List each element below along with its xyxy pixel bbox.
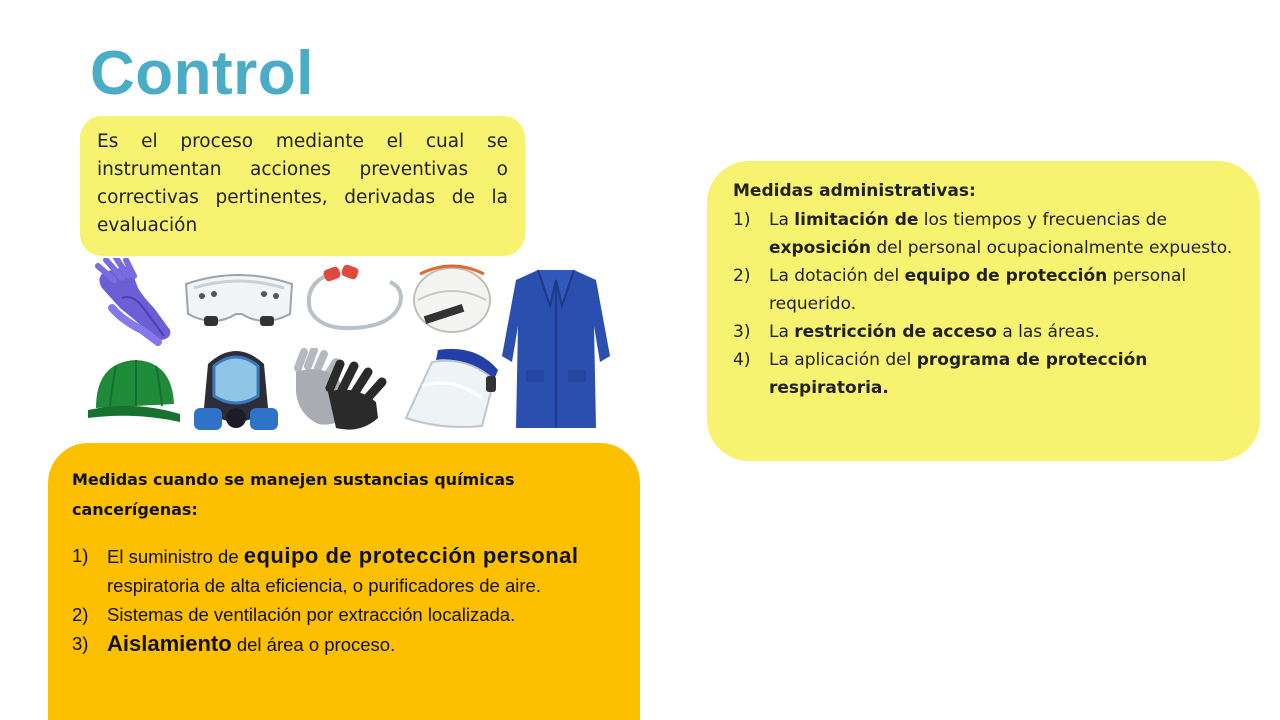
text-segment: respiratoria de alta eficiencia, o purificadores de aire. [107, 575, 541, 596]
ppe-hard-hat-icon [86, 352, 182, 430]
list-item-text [107, 629, 395, 659]
text-segment: equipo de protección personal [243, 543, 579, 568]
definition-text: Es el proceso mediante el cual se instrumentan acciones preventivas o correctivas pertinentes, derivadas de la evaluación [97, 131, 508, 236]
list-item [72, 629, 616, 659]
list-item [733, 206, 1234, 262]
administrative-measures-box [707, 161, 1260, 461]
list-item [733, 346, 1234, 402]
text-segment: personal requerido. [769, 266, 1187, 314]
list-item-number: 1) [72, 545, 89, 566]
carcinogenic-measures-box [48, 443, 640, 720]
administrative-measures-list [733, 206, 1234, 402]
administrative-measures-header: Medidas administrativas: [733, 181, 976, 201]
list-item [733, 318, 1234, 346]
list-item-text [769, 262, 1234, 318]
text-segment: restricción de acceso [794, 322, 997, 342]
ppe-safety-goggles-icon [180, 264, 298, 332]
text-segment: exposición [769, 238, 871, 258]
list-item-number: 4) [733, 350, 751, 370]
list-item-text [769, 346, 1234, 402]
text-segment: La dotación del [769, 266, 905, 286]
ppe-face-shield-icon [402, 346, 502, 432]
definition-box [80, 116, 525, 256]
text-segment: La [769, 322, 795, 342]
text-segment: limitación de [794, 210, 919, 230]
ppe-gloves-icon [92, 258, 178, 346]
slide-title: Control [90, 39, 314, 108]
text-segment: La aplicación del [769, 350, 917, 370]
list-item-text [107, 541, 616, 600]
text-segment: a las áreas. [996, 322, 1100, 342]
carcinogenic-measures-list [72, 541, 616, 659]
ppe-dust-mask-icon [408, 262, 494, 338]
text-segment: La [769, 210, 795, 230]
text-segment: Aislamiento [107, 631, 232, 656]
list-item-number: 3) [733, 322, 751, 342]
list-item [72, 600, 616, 629]
ppe-full-face-respirator-icon [194, 344, 278, 438]
text-segment: Sistemas de ventilación por extracción localizada. [107, 604, 516, 625]
list-item-number: 2) [72, 604, 89, 625]
list-item-text [769, 206, 1234, 262]
list-item [72, 541, 616, 600]
text-segment: equipo de protección [904, 266, 1108, 286]
list-item [733, 262, 1234, 318]
list-item-text [107, 600, 515, 629]
ppe-cut-resistant-gloves-icon [290, 348, 394, 434]
ppe-lab-coat-icon [500, 266, 612, 432]
ppe-earplugs-icon [300, 264, 408, 336]
text-segment: El suministro de [107, 546, 244, 567]
text-segment: los tiempos y frecuencias de [918, 210, 1167, 230]
list-item-number: 3) [72, 633, 89, 654]
list-item-number: 1) [733, 210, 751, 230]
list-item-text [769, 318, 1100, 346]
text-segment: del personal ocupacionalmente expuesto. [870, 238, 1233, 258]
carcinogenic-measures-header: Medidas cuando se manejen sustancias químicas cancerígenas: [72, 470, 515, 519]
text-segment: del área o proceso. [231, 634, 396, 655]
list-item-number: 2) [733, 266, 751, 286]
text-segment: programa de protección respiratoria. [769, 350, 1148, 398]
